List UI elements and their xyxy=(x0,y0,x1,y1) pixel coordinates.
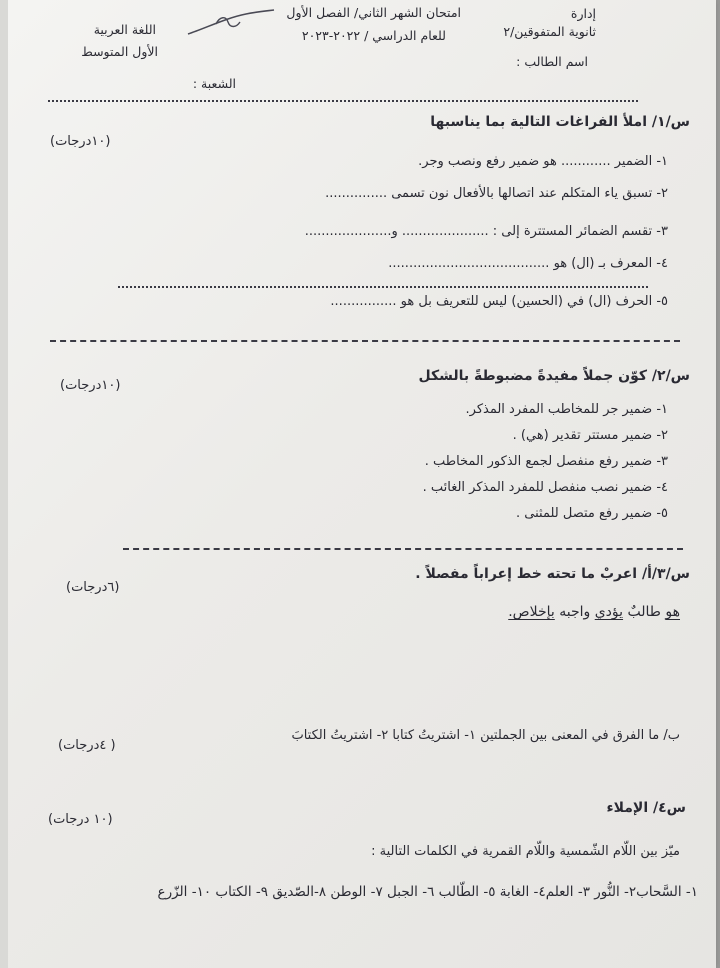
signature xyxy=(186,6,276,40)
section-label: الشعبة : xyxy=(192,76,236,91)
q2-item-5: ٥- ضمير رفع متصل للمثنى . xyxy=(516,506,668,521)
q4-marks: (١٠ درجات) xyxy=(48,812,113,827)
q3b-title: ب/ ما الفرق في المعنى بين الجملتين ١- اشتريتُ كتابا ٢- اشتريتُ الكتابَ xyxy=(291,728,680,743)
q4-title: س٤/ الإملاء xyxy=(606,800,686,816)
student-name-label: اسم الطالب : xyxy=(516,54,588,69)
q2-item-3: ٣- ضمير رفع منفصل لجمع الذكور المخاطب . xyxy=(424,454,668,469)
q1-item-3: ٣- تقسم الضمائر المستترة إلى : ..................... و..................... xyxy=(304,224,668,239)
separator-2 xyxy=(123,548,683,550)
q3-title: س/٣/أ/ اعربْ ما تحته خط إعراباً مفصلاً . xyxy=(415,566,690,582)
subject: اللغة العربية xyxy=(93,22,156,37)
q2-item-4: ٤- ضمير نصب منفصل للمفرد المذكر الغائب . xyxy=(422,480,668,495)
q2-item-2: ٢- ضمير مستتر تقدير (هي) . xyxy=(512,428,668,443)
q1-item-4: ٤- المعرف بـ (ال) هو ....................................... xyxy=(388,256,668,271)
q2-title: س/٢/ كوّن جملاً مفيدةً مضبوطةً بالشكل xyxy=(418,368,690,384)
q3b-marks: ( ٤درجات) xyxy=(58,738,116,753)
q2-item-1: ١- ضمير جر للمخاطب المفرد المذكر. xyxy=(465,402,668,417)
q3-marks: (٦درجات) xyxy=(66,580,120,595)
admin-label: إدارة xyxy=(570,6,596,21)
q1-item-1: ١- الضمير ............ هو ضمير رفع ونصب وجر. xyxy=(418,154,668,169)
q1-item-4-line xyxy=(118,286,648,288)
q1-title: س/١/ املأ الفراغات التالية بما يناسبها xyxy=(430,114,690,130)
exam-sheet xyxy=(8,0,716,968)
school-name: ثانوية المتفوقين/٢ xyxy=(503,24,596,39)
q4-instruction: ميّز بين اللّام الشّمسية واللّام القمرية في الكلمات التالية : xyxy=(371,844,680,859)
grade: الأول المتوسط xyxy=(81,44,158,59)
q3-word-3: يؤدي xyxy=(594,604,624,620)
q3-sentence xyxy=(508,604,680,620)
q3-word-4: واجبه xyxy=(554,604,595,620)
page-left-edge xyxy=(0,0,8,968)
q3-word-1: هو xyxy=(665,604,680,620)
q3-word-5: بإخلاص. xyxy=(508,604,555,620)
q1-item-2: ٢- تسبق ياء المتكلم عند اتصالها بالأفعال نون تسمى ............... xyxy=(325,186,668,201)
q1-marks: (١٠درجات) xyxy=(50,134,111,149)
q4-words: ١- السَّحاب٢- النُّور ٣- العلم٤- الغابة ٥- الطّالب ٦- الجبل ٧- الوطن ٨-الصّديق ٩- الكتاب ١٠- الزّرع xyxy=(157,884,698,900)
separator-1 xyxy=(50,340,680,342)
q2-marks: (١٠درجات) xyxy=(60,378,121,393)
q1-item-5: ٥- الحرف (ال) في (الحسين) ليس للتعريف بل هو ................ xyxy=(330,294,668,309)
q3-word-2: طالبٌ xyxy=(623,604,666,620)
exam-title: امتحان الشهر الثاني/ الفصل الأول xyxy=(286,5,461,20)
academic-year: للعام الدراسي / ٢٠٢٢-٢٠٢٣ xyxy=(301,28,446,43)
header-dotted-line xyxy=(48,100,638,102)
